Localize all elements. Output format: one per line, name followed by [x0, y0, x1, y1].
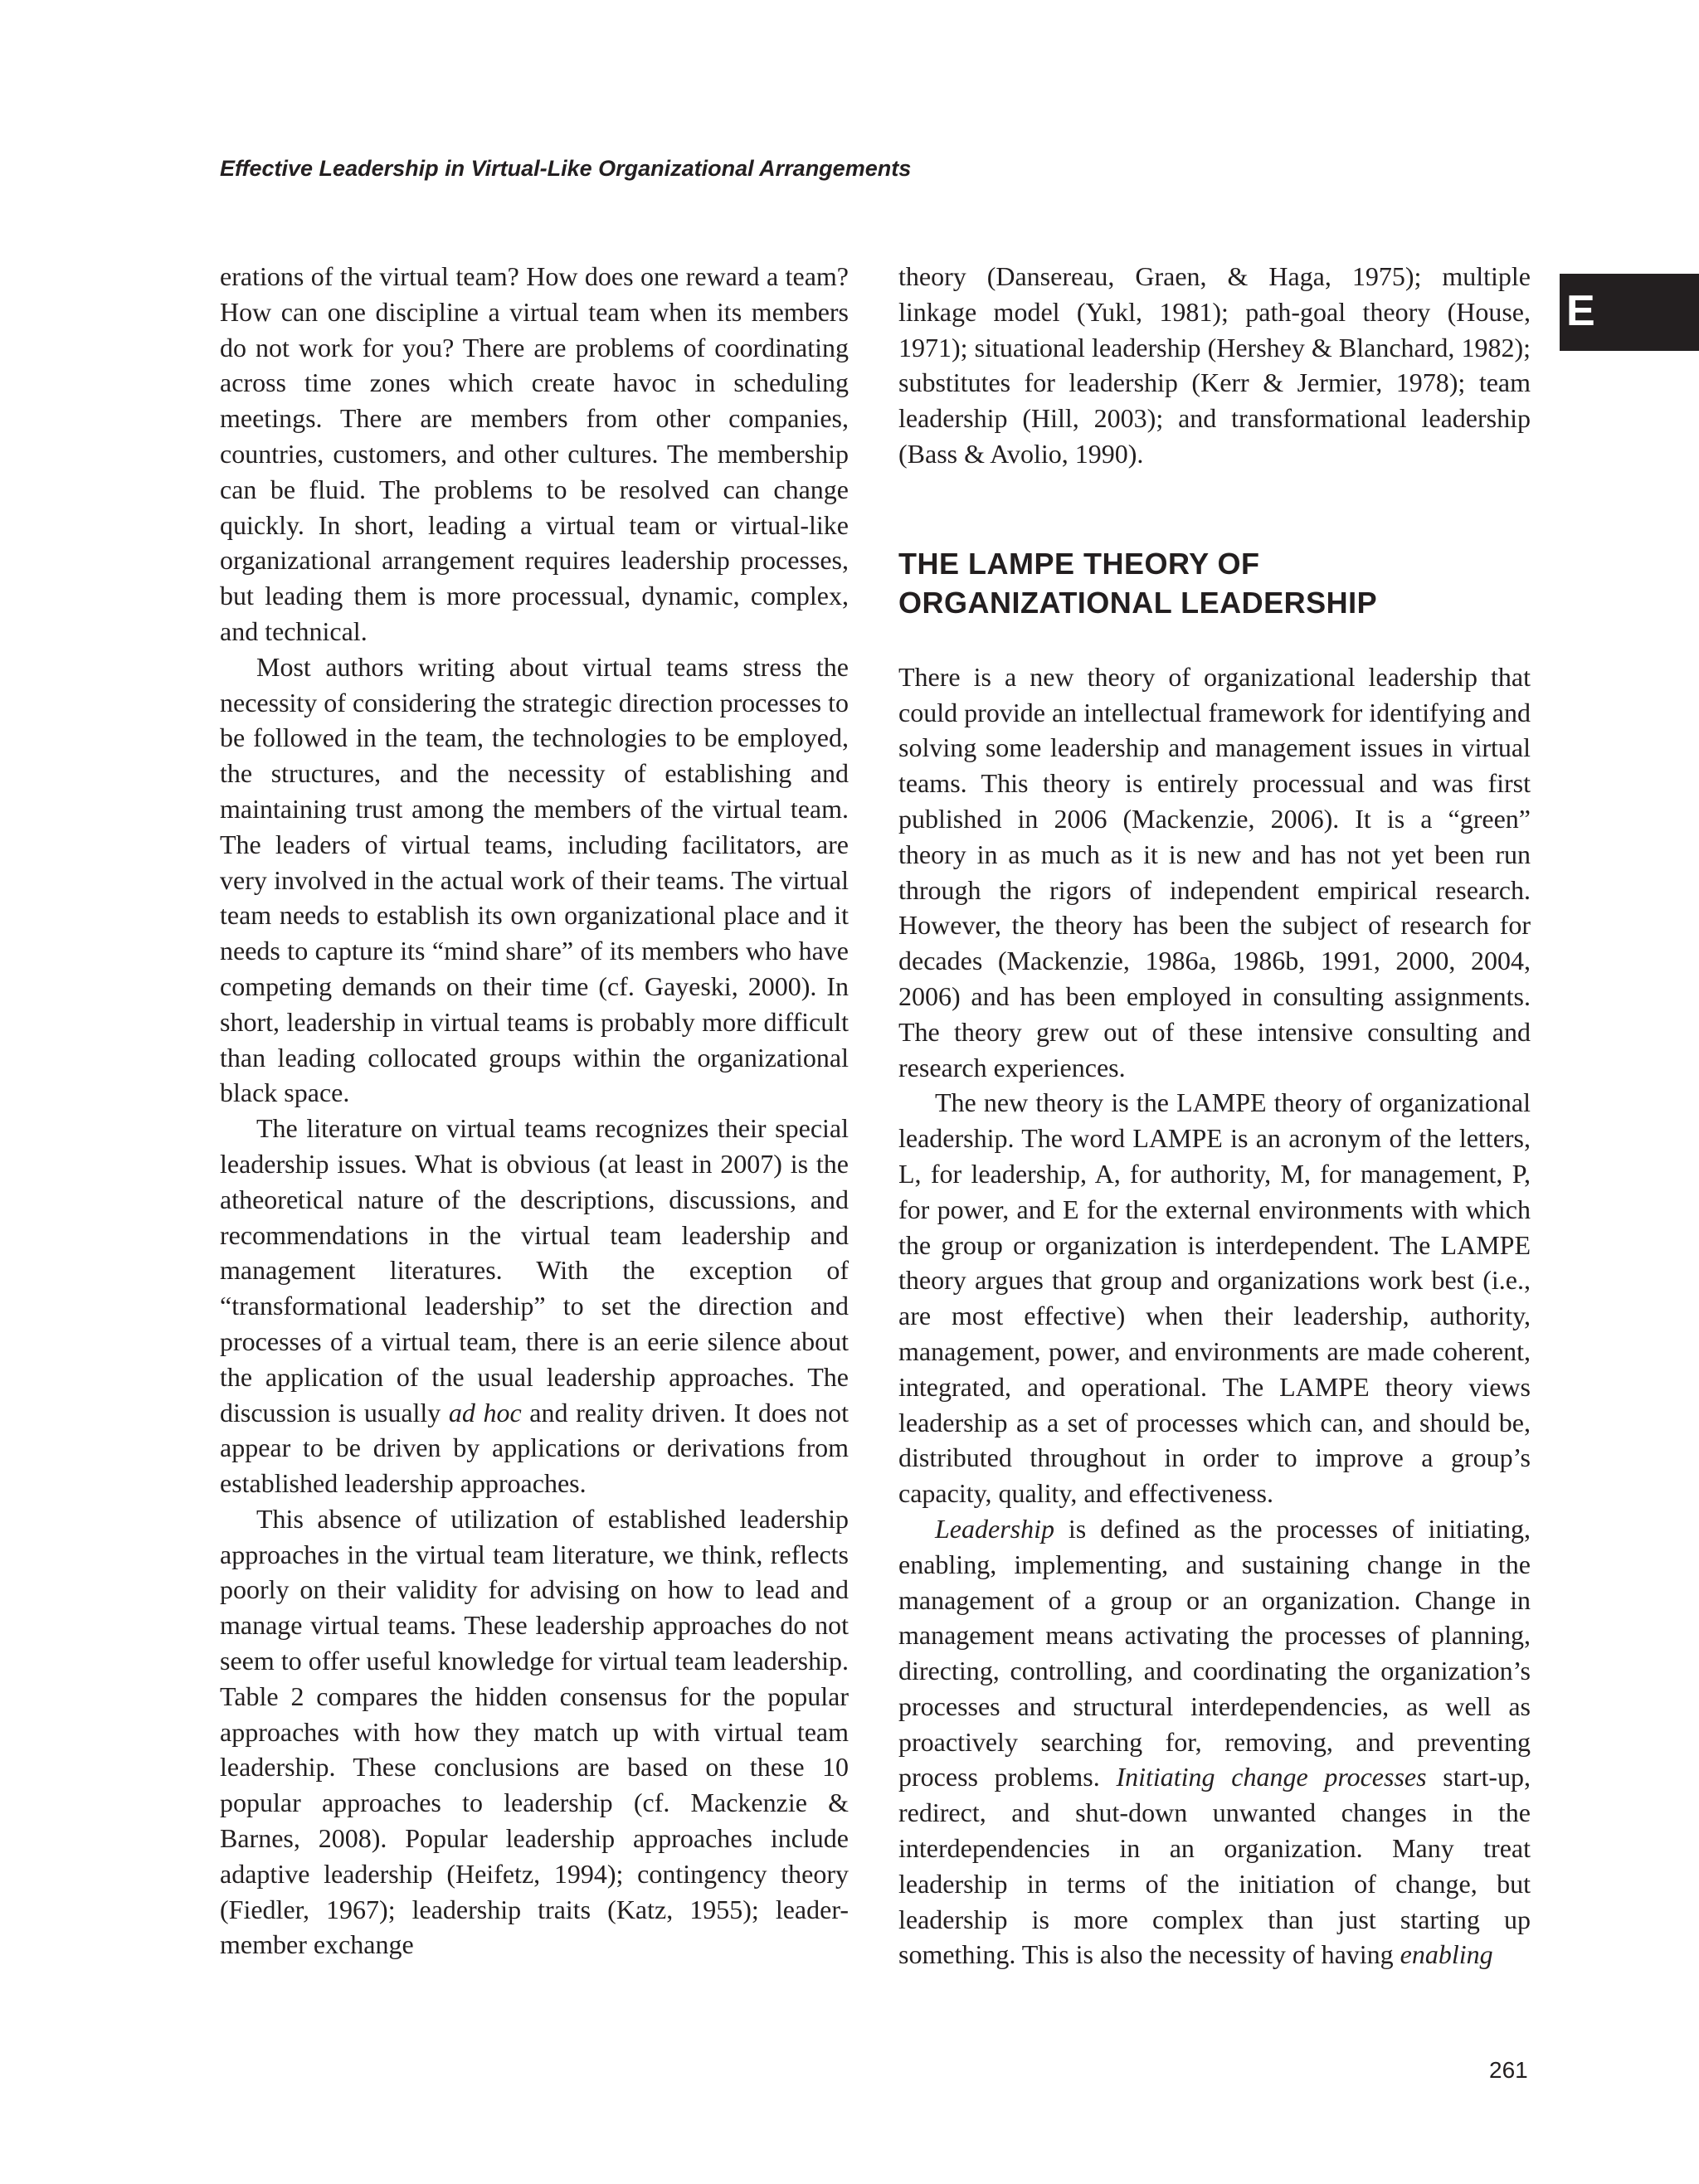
right-paragraph-4-emphasis-3: enabling [1400, 1939, 1493, 1970]
section-tab-letter: E [1566, 287, 1595, 335]
section-heading-line-1: THE LAMPE THEORY OF [898, 546, 1260, 581]
left-paragraph-3-text-b: and reality driven. It does not appear to be driven by applications or derivations from established leadership approaches. [220, 1397, 850, 1499]
right-paragraph-4-emphasis-1: Leadership [935, 1513, 1054, 1544]
left-paragraph-3-emphasis: ad hoc [448, 1397, 522, 1428]
right-paragraph-3: The new theory is the LAMPE theory of organizational leadership. The word LAMPE is an acronym of the letters, L, for leadership, A, for authority, M, for management, P, for power, and E for the external environments with which the group or organization is interdependent. The LAMPE theory argues that group and organizations work best (i.e., are most effective) when their leadership, authority, management, power, and environments are made coherent, integrated, and operational. The LAMPE theory views leadership as a set of processes which can, and should be, distributed throughout in order to improve a group’s capacity, quality, and effectiveness. [898, 1087, 1531, 1509]
page-number: 261 [1489, 2057, 1528, 2083]
left-paragraph-4: This absence of utilization of established leadership approaches in the virtual team literature, we think, reflects poorly on their validity for advising on how to lead and manage virtual teams. These leadership approaches do not seem to offer useful knowledge for virtual team leadership. Table 2 compares the hidden consensus for the popular approaches with how they match up with virtual team leadership. These conclusions are based on these 10 popular approaches to leadership (cf. Mackenzie & Barnes, 2008). Popular leadership approaches include adaptive leadership (Heifetz, 1994); contingency theory (Fiedler, 1967); leadership traits (Katz, 1955); leader-member exchange [220, 1503, 849, 1960]
left-column [220, 259, 849, 1963]
right-paragraph-4-text-a: is defined as the processes of initiating, enabling, implementing, and sustaining change in the management of a group or an organization. Change in management means activating the processes of planning, directing, controlling, and coordinating the organization’s processes and structural interdependencies, as well as proactively searching for, removing, and preventing process problems. [898, 1513, 1531, 1792]
left-paragraph-3-text-a: The literature on virtual teams recognizes their special leadership issues. What is obvious (at least in 2007) is the atheoretical nature of the descriptions, discussions, and recommendations in the virtual team leadership and management literatures. With the exception of “transformational leadership” to set the direction and processes of a virtual team, there is an eerie silence about the application of the usual leadership approaches. The discussion is usually [220, 1113, 849, 1428]
left-paragraph-3 [220, 1111, 849, 1501]
section-heading-line-2: ORGANIZATIONAL LEADERSHIP [898, 585, 1378, 620]
left-paragraph-1: erations of the virtual team? How does one reward a team? How can one discipline a virtual team when its members do not work for you? There are problems of coordinating across time zones which create havoc in scheduling meetings. There are members from other companies, countries, customers, and other cultures. The membership can be fluid. The problems to be resolved can change quickly. In short, leading a virtual team or virtual-like organizational arrangement requires leadership processes, but leading them is more processual, dynamic, complex, and technical. [220, 261, 849, 646]
running-head-title: Effective Leadership in Virtual-Like Organizational Arrangements [220, 156, 912, 181]
right-paragraph-4-text-b: start-up, redirect, and shut-down unwanted changes in the interdependencies in an organization. Many treat leadership in terms of the initiation of change, but leadership is more complex than just starting up something. This is also the necessity of having [898, 1762, 1531, 1970]
section-heading [898, 472, 1531, 659]
right-paragraph-4 [898, 1511, 1531, 1972]
right-paragraph-2: There is a new theory of organizational leadership that could provide an intellectual framework for identifying and solving some leadership and management issues in virtual teams. This theory is entirely processual and was first published in 2006 (Mackenzie, 2006). It is a “green” theory in as much as it is new and has not yet been run through the rigors of independent empirical research. However, the theory has been the subject of research for decades (Mackenzie, 1986a, 1986b, 1991, 2000, 2004, 2006) and has been employed in consulting assignments. The theory grew out of these intensive consulting and research experiences. [898, 661, 1531, 1082]
right-paragraph-4-emphasis-2: Initiating change processes [1116, 1762, 1427, 1792]
right-column [898, 259, 1531, 1972]
right-paragraph-1: theory (Dansereau, Graen, & Haga, 1975); multiple linkage model (Yukl, 1981); path-goal theory (House, 1971); situational leadership (Hershey & Blanchard, 1982); substitutes for leadership (Kerr & Jermier, 1978); team leadership (Hill, 2003); and transformational leadership (Bass & Avolio, 1990). [898, 261, 1531, 469]
left-paragraph-2: Most authors writing about virtual teams stress the necessity of considering the strategic direction processes to be followed in the team, the technologies to be employed, the structures, and the necessity of establishing and maintaining trust among the members of the virtual team. The leaders of virtual teams, including facilitators, are very involved in the actual work of their teams. The virtual team needs to establish its own organizational place and it needs to capture its “mind share” of its members who have competing demands on their time (cf. Gayeski, 2000). In short, leadership in virtual teams is probably more difficult than leading collocated groups within the organizational black space. [220, 651, 849, 1108]
